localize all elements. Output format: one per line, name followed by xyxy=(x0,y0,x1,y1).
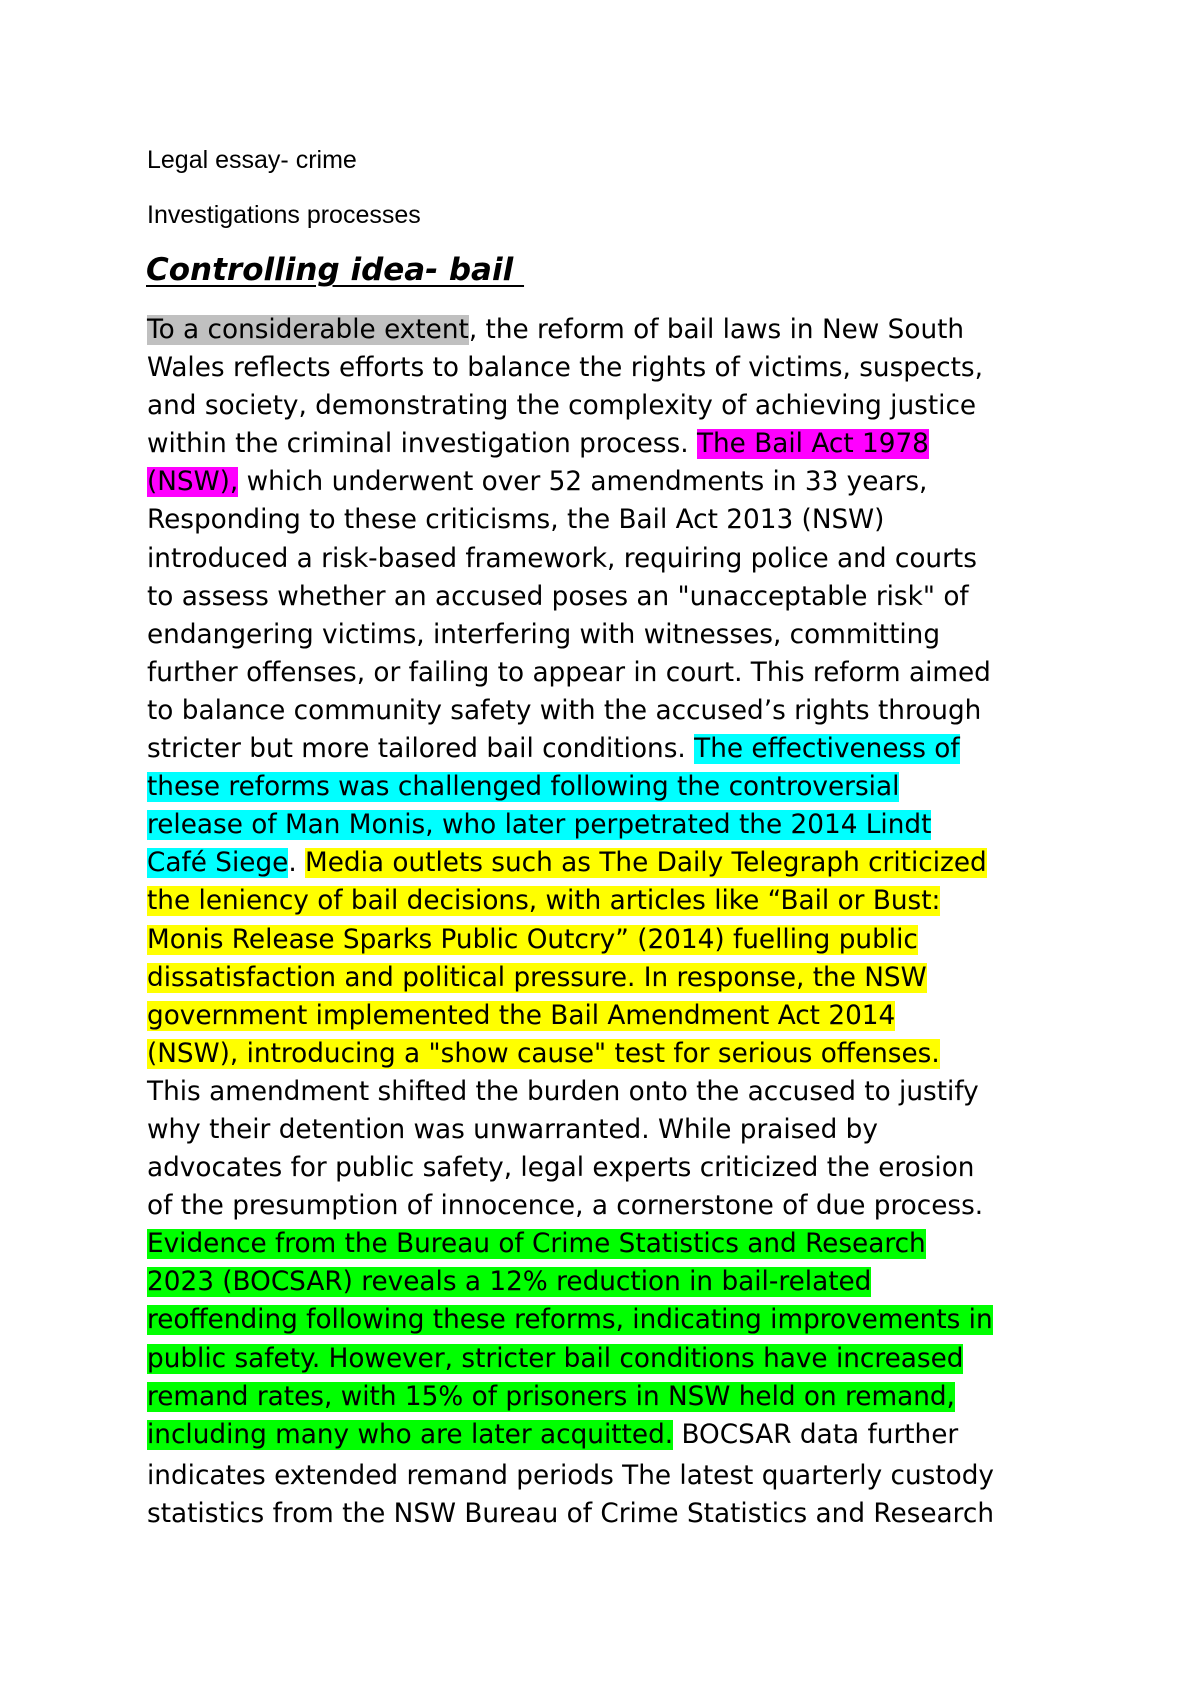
highlight-gray: To a considerable extent xyxy=(147,315,469,345)
text-line: advocates for public safety, legal experts criticized the erosion xyxy=(147,1153,975,1184)
text-line xyxy=(147,311,1087,349)
highlight-pink: The Bail Act 1978 xyxy=(696,429,929,460)
text-line xyxy=(147,921,1087,959)
highlight-cyan: The effectiveness of xyxy=(694,734,960,765)
text-line: Responding to these criticisms, the Bail Act 2013 (NSW) xyxy=(147,505,885,536)
highlight-green: including many who are later acquitted. xyxy=(147,1419,674,1450)
text-line xyxy=(147,425,1087,463)
text-line xyxy=(147,1301,1087,1339)
highlight-pink: (NSW), xyxy=(147,467,239,498)
text-line: statistics from the NSW Bureau of Crime Statistics and Research xyxy=(147,1498,994,1529)
text-line xyxy=(147,1416,1087,1454)
text-line xyxy=(147,1378,1087,1416)
text-line xyxy=(147,463,1087,501)
text-line xyxy=(147,768,1087,806)
highlight-yellow: Monis Release Sparks Public Outcry” (2014) fuelling public xyxy=(147,924,918,955)
highlight-green: remand rates, with 15% of prisoners in NSW held on remand, xyxy=(147,1381,955,1412)
text-run: . xyxy=(288,848,306,879)
text-line: endangering victims, interfering with witnesses, committing xyxy=(147,619,941,650)
text-line xyxy=(147,1340,1087,1378)
text-line: This amendment shifted the burden onto the accused to justify xyxy=(147,1076,979,1107)
text-line: to assess whether an accused poses an "unacceptable risk" of xyxy=(147,581,969,612)
text-line xyxy=(147,882,1087,920)
highlight-green: Evidence from the Bureau of Crime Statistics and Research xyxy=(147,1229,926,1260)
highlight-cyan: these reforms was challenged following the controversial xyxy=(147,772,900,803)
highlight-green: reoffending following these reforms, indicating improvements in xyxy=(147,1305,993,1336)
text-line: Wales reflects efforts to balance the rights of victims, suspects, xyxy=(147,353,983,384)
text-line xyxy=(147,730,1087,768)
text-line: further offenses, or failing to appear in court. This reform aimed xyxy=(147,657,991,688)
text-line xyxy=(147,844,1087,882)
text-line: introduced a risk-based framework, requiring police and courts xyxy=(147,543,977,574)
text-line: to balance community safety with the accused’s rights through xyxy=(147,695,982,726)
highlight-yellow: dissatisfaction and political pressure. In response, the NSW xyxy=(147,962,927,993)
essay-paragraph xyxy=(147,311,1087,1533)
text-run: stricter but more tailored bail conditions. xyxy=(147,734,695,765)
highlight-yellow: government implemented the Bail Amendment Act 2014 xyxy=(147,1000,896,1031)
highlight-yellow: Media outlets such as The Daily Telegraph criticized xyxy=(305,848,987,879)
highlight-yellow: (NSW), introducing a "show cause" test for serious offenses. xyxy=(147,1038,940,1069)
text-run: , the reform of bail laws in New South xyxy=(468,315,965,345)
essay-topic: Investigations processes xyxy=(147,201,421,229)
text-line xyxy=(147,997,1087,1035)
text-line xyxy=(147,959,1087,997)
text-line xyxy=(147,1225,1087,1263)
highlight-yellow: the leniency of bail decisions, with articles like “Bail or Bust: xyxy=(147,886,941,917)
essay-subtitle: Legal essay- crime xyxy=(147,146,357,174)
highlight-green: 2023 (BOCSAR) reveals a 12% reduction in bail-related xyxy=(147,1267,872,1298)
text-run: BOCSAR data further xyxy=(673,1419,959,1450)
text-line: why their detention was unwarranted. While praised by xyxy=(147,1114,878,1145)
text-run: within the criminal investigation process. xyxy=(147,429,697,460)
text-line: and society, demonstrating the complexity of achieving justice xyxy=(147,391,977,422)
highlight-cyan: release of Man Monis, who later perpetrated the 2014 Lindt xyxy=(147,810,932,841)
text-line xyxy=(147,1263,1087,1301)
text-line xyxy=(147,806,1087,844)
text-line xyxy=(147,1035,1087,1073)
text-run: which underwent over 52 amendments in 33 years, xyxy=(238,467,928,498)
text-line: indicates extended remand periods The latest quarterly custody xyxy=(147,1460,994,1491)
controlling-idea-heading: Controlling idea- bail xyxy=(146,252,525,288)
highlight-cyan: Café Siege xyxy=(147,848,289,879)
text-line: of the presumption of innocence, a cornerstone of due process. xyxy=(147,1191,984,1222)
highlight-green: public safety. However, stricter bail conditions have increased xyxy=(147,1343,964,1374)
